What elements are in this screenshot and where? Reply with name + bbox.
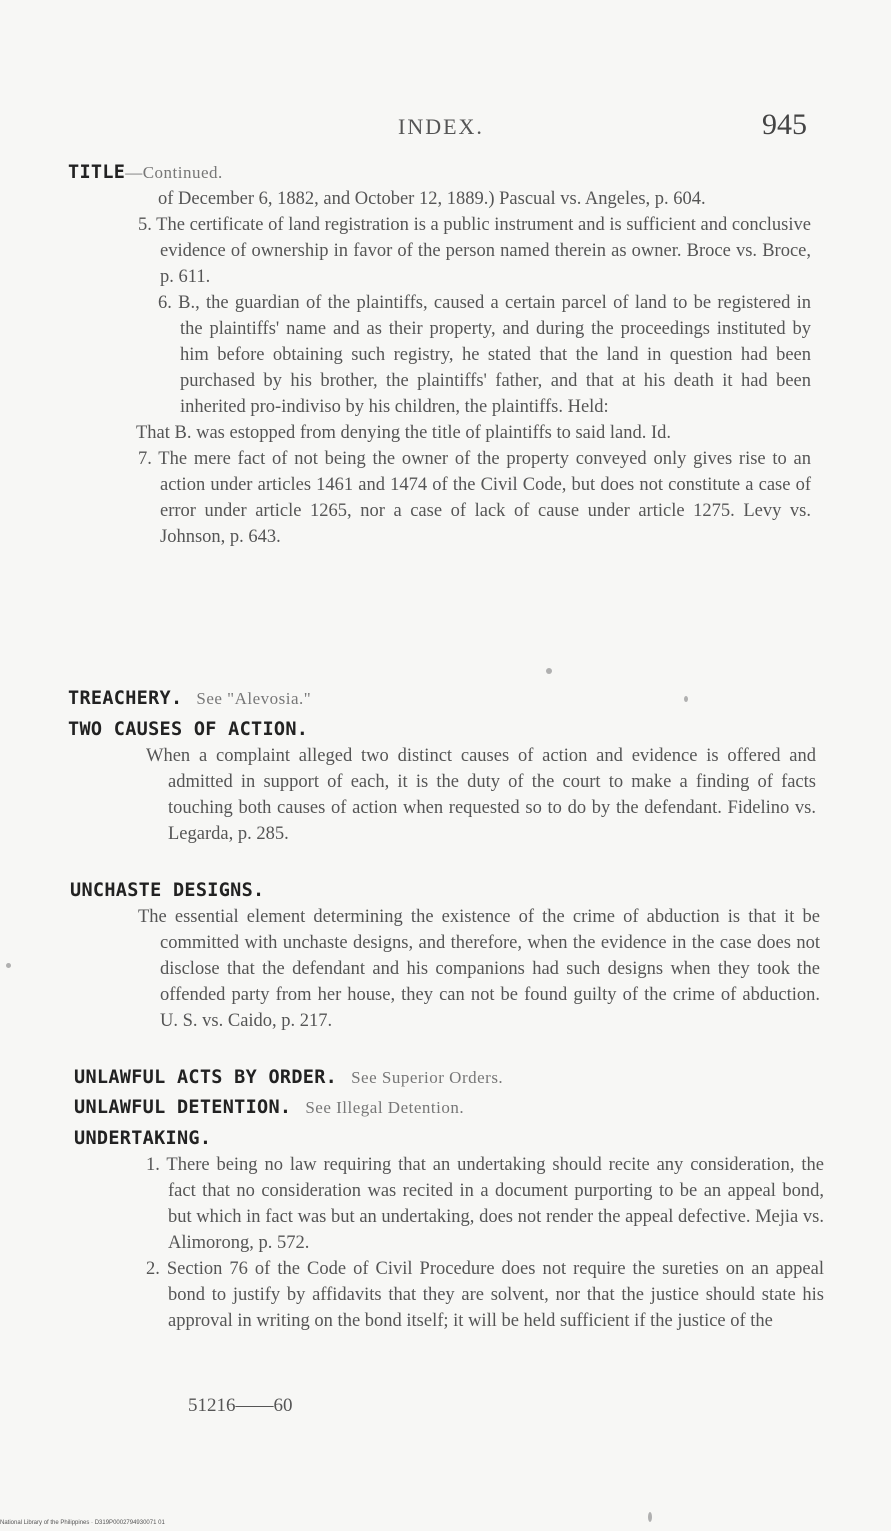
entry-heading-text: TREACHERY. bbox=[68, 688, 183, 709]
cross-reference: See Illegal Detention. bbox=[305, 1098, 465, 1117]
ink-smudge bbox=[546, 668, 552, 674]
entry-paragraph: That B. was estopped from denying the title of plaintiffs to said land. Id. bbox=[136, 423, 672, 443]
signature-mark: 51216——60 bbox=[188, 1395, 293, 1416]
entry-heading bbox=[0, 1126, 891, 1152]
entry-heading bbox=[0, 1065, 891, 1091]
entry-heading-text: UNDERTAKING. bbox=[74, 1128, 212, 1149]
entry-paragraph: 7. The mere fact of not being the owner of the property conveyed only gives rise to an action under articles 1461 and 1474 of the Civil Code, but does not constitute a case of error under article 1265, nor a case of lack of cause under article 1275. Levy vs. Johnson, p. 643. bbox=[138, 449, 811, 547]
entry-paragraph: 6. B., the guardian of the plaintiffs, caused a certain parcel of land to be registered in the plaintiffs' name and as their property, and during the proceedings instituted by him before obtaining such registry, he stated that the land in question had been purchased by his brother, the plaintiffs' father, and that at his death it had been inherited pro-indiviso by his children, the plaintiffs. Held: bbox=[158, 293, 811, 417]
entry-paragraph: 2. Section 76 of the Code of Civil Procedure does not require the sureties on an appeal bond to justify by affidavits that they are solvent, nor that the justice should state his approval in writing on the bond itself; it will be held sufficient if the justice of the bbox=[146, 1259, 824, 1331]
index-entry bbox=[0, 1126, 891, 1334]
ink-smudge bbox=[648, 1512, 652, 1522]
entry-heading-text: TITLE bbox=[68, 162, 126, 183]
entry-paragraph: of December 6, 1882, and October 12, 1889.) Pascual vs. Angeles, p. 604. bbox=[158, 189, 706, 209]
index-entry bbox=[0, 1095, 891, 1121]
cross-reference: See Superior Orders. bbox=[351, 1068, 504, 1087]
ink-smudge bbox=[6, 963, 11, 968]
entry-paragraph: 1. There being no law requiring that an undertaking should recite any consideration, the fact that no consideration was recited in a document purporting to be an appeal bond, but which in fact was but an undertaking, does not render the appeal defective. Mejia vs. Alimorong, p. 572. bbox=[146, 1155, 824, 1253]
library-credit: National Library of the Philippines · D319P0002794930071 01 bbox=[0, 1520, 165, 1526]
running-title: INDEX. bbox=[398, 114, 484, 139]
entry-paragraph: The essential element determining the existence of the crime of abduction is that it be committed with unchaste designs, and therefore, when the evidence in the case does not disclose that the defendant and his companions had such designs when they took the offended party from her house, they can not be found guilty of the crime of abduction. U. S. vs. Caido, p. 217. bbox=[138, 907, 820, 1031]
entry-heading-text: UNLAWFUL DETENTION. bbox=[74, 1097, 292, 1118]
entry-heading bbox=[0, 1095, 891, 1121]
index-entry bbox=[0, 878, 891, 1034]
ink-smudge bbox=[684, 696, 688, 702]
entry-paragraph: 5. The certificate of land registration is a public instrument and is sufficient and conclusive evidence of ownership in favor of the person named therein as owner. Broce vs. Broce, p. 611. bbox=[138, 215, 811, 287]
cross-reference: —Continued. bbox=[125, 163, 223, 182]
entry-heading-text: UNLAWFUL ACTS BY ORDER. bbox=[74, 1067, 338, 1088]
entry-heading bbox=[0, 717, 891, 743]
index-entry bbox=[0, 160, 891, 550]
entry-paragraph: When a complaint alleged two distinct causes of action and evidence is offered and admitted in support of each, it is the duty of the court to make a finding of facts touching both causes of action when requested so to do by the defendant. Fidelino vs. Legarda, p. 285. bbox=[146, 746, 816, 844]
entry-heading-text: TWO CAUSES OF ACTION. bbox=[68, 719, 309, 740]
page-number: 945 bbox=[762, 108, 807, 141]
running-head bbox=[0, 108, 891, 142]
index-entry bbox=[0, 1065, 891, 1091]
entry-heading-text: UNCHASTE DESIGNS. bbox=[70, 880, 265, 901]
index-entry bbox=[0, 686, 891, 712]
entry-heading bbox=[0, 160, 891, 186]
entry-heading bbox=[0, 686, 891, 712]
cross-reference: See "Alevosia." bbox=[196, 689, 312, 708]
index-entry bbox=[0, 717, 891, 847]
entry-heading bbox=[0, 878, 891, 904]
